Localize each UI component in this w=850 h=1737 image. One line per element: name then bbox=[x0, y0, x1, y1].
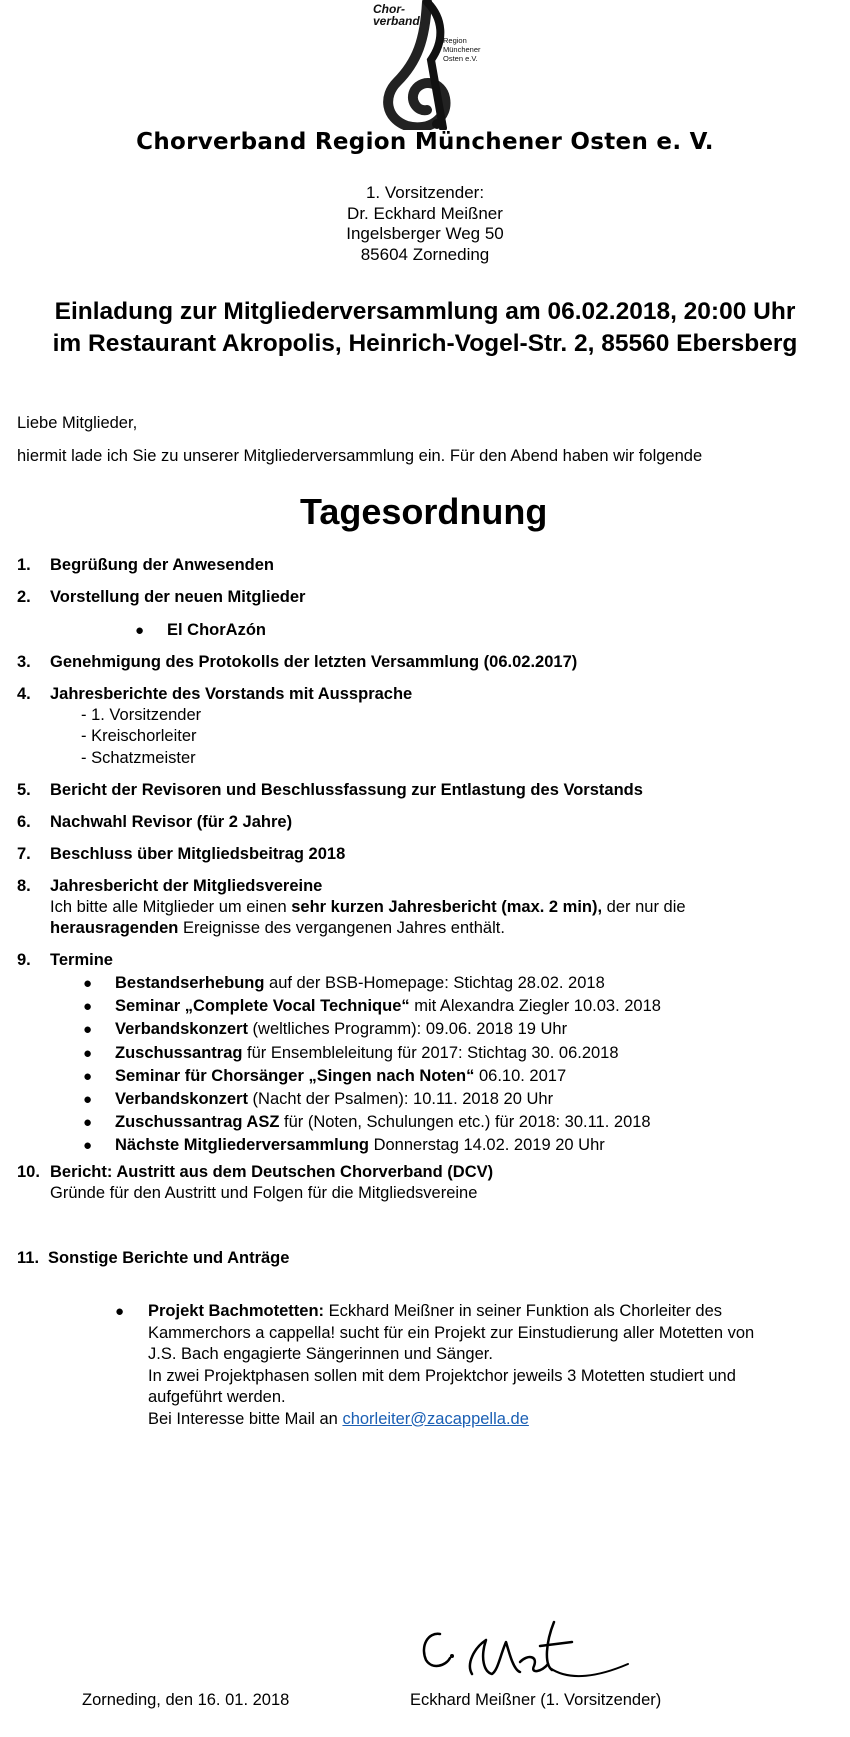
date-entry-detail: Donnerstag 14.02. 2019 20 Uhr bbox=[369, 1136, 605, 1155]
chair-address bbox=[0, 183, 850, 265]
agenda-item-8 bbox=[17, 876, 686, 939]
agenda-item-2-sub bbox=[135, 620, 266, 641]
date-entry-detail: (Nacht der Psalmen): 10.11. 2018 20 Uhr bbox=[247, 1090, 554, 1109]
project-line-5: aufgeführt werden. bbox=[148, 1388, 286, 1406]
chair-role: 1. Vorsitzender: bbox=[365, 183, 485, 202]
item-number: 6. bbox=[17, 813, 31, 831]
item-number: 7. bbox=[17, 845, 31, 863]
date-entry bbox=[83, 1018, 661, 1041]
association-logo bbox=[365, 0, 495, 130]
desc-text-1: Ich bitte alle Mitglieder um einen bbox=[50, 898, 292, 916]
item-number: 10. bbox=[17, 1163, 40, 1181]
date-entry-detail: (weltliches Programm): 09.06. 2018 19 Uhr bbox=[247, 1020, 568, 1039]
chair-city: 85604 Zorneding bbox=[360, 244, 490, 264]
project-line-3: J.S. Bach engagierte Sängerinnen und Sänger. bbox=[148, 1345, 493, 1363]
agenda-item-11 bbox=[17, 1248, 289, 1269]
item-title: Beschluss über Mitgliedsbeitrag 2018 bbox=[50, 845, 346, 863]
bullet-icon: ● bbox=[83, 1137, 93, 1155]
date-entry-title: Zuschussantrag ASZ bbox=[115, 1113, 280, 1132]
date-entry-title: Seminar für Chorsänger „Singen nach Noten“ bbox=[115, 1066, 475, 1085]
date-entry-title: Verbandskonzert bbox=[115, 1020, 248, 1039]
logo-text-line2: verband bbox=[373, 14, 420, 28]
logo-region-3: Osten e.V. bbox=[443, 54, 478, 63]
project-line-6: Bei Interesse bitte Mail an bbox=[148, 1409, 343, 1428]
item-10-description: Gründe für den Austritt und Folgen für die Mitgliedsvereine bbox=[50, 1184, 478, 1202]
desc-bold-1: sehr kurzen Jahresbericht (max. 2 min), bbox=[291, 898, 603, 916]
project-title: Projekt Bachmotetten: bbox=[148, 1302, 325, 1320]
date-entry bbox=[83, 1088, 661, 1111]
item-number: 3. bbox=[17, 653, 31, 671]
date-entry bbox=[83, 1134, 661, 1157]
item-title: Vorstellung der neuen Mitglieder bbox=[50, 588, 306, 606]
new-member-name: El ChorAzón bbox=[167, 621, 266, 639]
organization-name: Chorverband Region Münchener Osten e. V. bbox=[136, 129, 714, 155]
agenda-item-10 bbox=[17, 1162, 493, 1204]
logo-region-2: Münchener bbox=[443, 45, 481, 54]
agenda-item-1 bbox=[17, 555, 274, 576]
dates-list bbox=[83, 972, 661, 1158]
item-title: Jahresbericht der Mitgliedsvereine bbox=[50, 877, 323, 895]
bullet-icon: ● bbox=[83, 975, 93, 992]
project-line-1: Eckhard Meißner in seiner Funktion als Chorleiter des bbox=[324, 1302, 723, 1320]
bullet-icon: ● bbox=[115, 1303, 125, 1320]
project-bachmotetten bbox=[115, 1301, 754, 1430]
project-line-2: Kammerchors a cappella! sucht für ein Projekt zur Einstudierung aller Motetten von bbox=[148, 1323, 755, 1342]
item-number: 11. bbox=[17, 1249, 40, 1267]
item-title: Nachwahl Revisor (für 2 Jahre) bbox=[50, 813, 293, 831]
item-title: Bericht der Revisoren und Beschlussfassung zur Entlastung des Vorstands bbox=[50, 781, 643, 799]
chair-name: Dr. Eckhard Meißner bbox=[347, 203, 503, 223]
board-report-1: - 1. Vorsitzender bbox=[81, 706, 202, 724]
date-entry-detail: auf der BSB-Homepage: Stichtag 28.02. 2018 bbox=[264, 974, 605, 992]
item-8-description bbox=[17, 897, 686, 939]
agenda-item-7 bbox=[17, 844, 345, 865]
board-report-3: - Schatzmeister bbox=[81, 748, 196, 767]
bullet-icon: ● bbox=[135, 622, 145, 639]
date-entry bbox=[83, 1065, 661, 1088]
bullet-icon: ● bbox=[83, 1091, 93, 1109]
signatory-name: Eckhard Meißner (1. Vorsitzender) bbox=[410, 1691, 662, 1709]
item-title: Bericht: Austritt aus dem Deutschen Chorverband (DCV) bbox=[50, 1163, 494, 1181]
desc-bold-2: herausragenden bbox=[50, 919, 179, 937]
item-number: 8. bbox=[17, 877, 31, 895]
handwritten-signature bbox=[410, 1612, 640, 1692]
item-number: 5. bbox=[17, 781, 31, 799]
board-report-2: - Kreischorleiter bbox=[81, 727, 197, 746]
item-number: 9. bbox=[17, 951, 31, 969]
item-number: 1. bbox=[17, 556, 31, 574]
desc-text-3: Ereignisse des vergangenen Jahres enthält. bbox=[178, 919, 505, 937]
item-title: Sonstige Berichte und Anträge bbox=[48, 1249, 290, 1267]
agenda-title: Tagesordnung bbox=[300, 491, 548, 532]
invitation-heading bbox=[0, 296, 850, 360]
date-entry-title: Zuschussantrag bbox=[115, 1043, 243, 1062]
bullet-icon: ● bbox=[83, 1067, 93, 1085]
item-title: Genehmigung des Protokolls der letzten Versammlung (06.02.2017) bbox=[50, 653, 578, 671]
date-entry-detail: 06.10. 2017 bbox=[474, 1066, 567, 1085]
date-entry-title: Verbandskonzert bbox=[115, 1090, 248, 1109]
agenda-item-3 bbox=[17, 652, 577, 673]
logo-region-1: Region bbox=[443, 36, 467, 45]
chair-street: Ingelsberger Weg 50 bbox=[346, 224, 504, 243]
item-number: 4. bbox=[17, 685, 31, 703]
place-and-date: Zorneding, den 16. 01. 2018 bbox=[82, 1691, 290, 1709]
item-title: Begrüßung der Anwesenden bbox=[50, 556, 274, 574]
invitation-line1: Einladung zur Mitgliederversammlung am 06.02.2018, 20:00 Uhr bbox=[54, 298, 796, 325]
agenda-item-9 bbox=[17, 950, 113, 971]
project-line-4: In zwei Projektphasen sollen mit dem Projektchor jeweils 3 Motetten studiert und bbox=[148, 1366, 736, 1385]
date-entry-title: Seminar „Complete Vocal Technique“ bbox=[115, 997, 410, 1016]
bullet-icon: ● bbox=[83, 998, 93, 1016]
date-entry bbox=[83, 995, 661, 1018]
agenda-item-6 bbox=[17, 812, 292, 833]
date-entry bbox=[83, 1042, 661, 1065]
item-title: Termine bbox=[50, 951, 113, 969]
board-reports bbox=[17, 705, 412, 769]
date-entry-detail: für (Noten, Schulungen etc.) für 2018: 30.11. 2018 bbox=[279, 1113, 651, 1132]
date-entry-detail: für Ensembleleitung für 2017: Stichtag 30. 06.2018 bbox=[242, 1043, 619, 1062]
invitation-line2: im Restaurant Akropolis, Heinrich-Vogel-Str. 2, 85560 Ebersberg bbox=[52, 330, 798, 357]
item-number: 2. bbox=[17, 588, 31, 606]
date-entry-title: Nächste Mitgliederversammlung bbox=[115, 1136, 369, 1155]
bullet-icon: ● bbox=[83, 1021, 93, 1039]
date-entry bbox=[83, 972, 661, 995]
agenda-item-5 bbox=[17, 780, 643, 801]
agenda-item-4 bbox=[17, 684, 412, 769]
date-entry-title: Bestandserhebung bbox=[115, 974, 265, 992]
date-entry-detail: mit Alexandra Ziegler 10.03. 2018 bbox=[409, 997, 661, 1016]
bullet-icon: ● bbox=[83, 1114, 93, 1132]
intro-text: hiermit lade ich Sie zu unserer Mitgliederversammlung ein. Für den Abend haben wir folgende bbox=[17, 447, 703, 465]
bullet-icon: ● bbox=[83, 1044, 93, 1062]
desc-text-2: der nur die bbox=[602, 898, 686, 916]
date-entry bbox=[83, 1111, 661, 1134]
item-title: Jahresberichte des Vorstands mit Aussprache bbox=[50, 685, 413, 703]
logo-text-line1: Chor- bbox=[373, 2, 405, 16]
greeting: Liebe Mitglieder, bbox=[17, 414, 138, 432]
agenda-item-2 bbox=[17, 587, 305, 608]
email-link[interactable]: chorleiter@zacappella.de bbox=[342, 1409, 529, 1428]
